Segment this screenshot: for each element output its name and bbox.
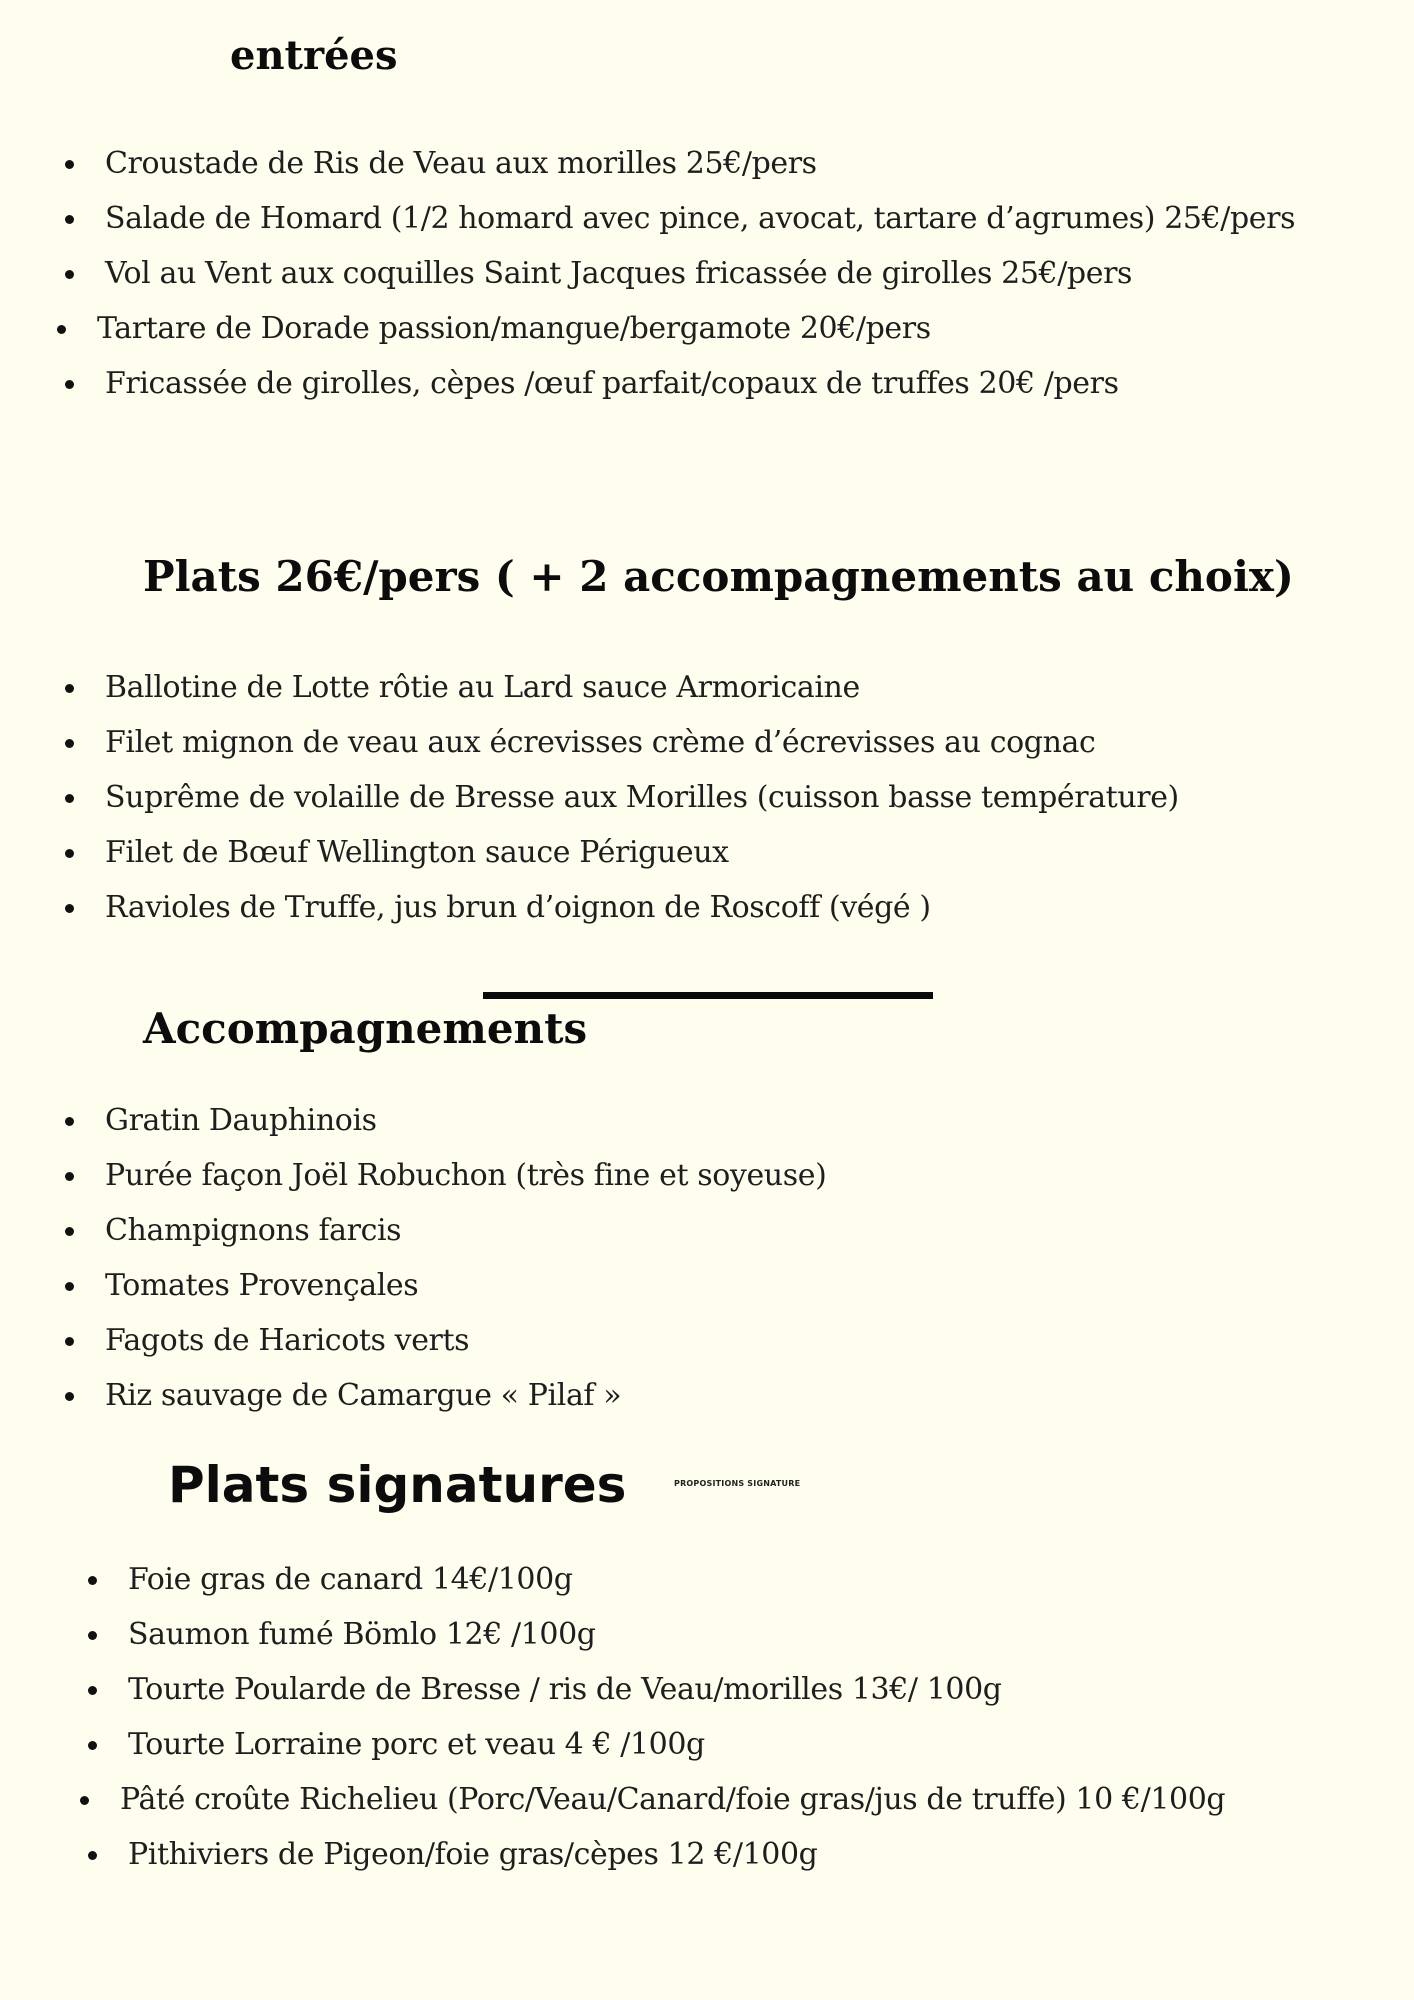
entrees-list [97,136,1296,411]
list-item: Fricassée de girolles, cèpes /œuf parfait/copaux de truffes 20€ /pers [105,356,1295,411]
list-item: Pithiviers de Pigeon/foie gras/cèpes 12 €/100g [128,1827,1225,1882]
list-item: Filet de Bœuf Wellington sauce Périgueux [105,825,1179,880]
entrees-heading: entrées [230,32,398,79]
list-item: Suprême de volaille de Bresse aux Morilles (cuisson basse température) [105,770,1179,825]
list-item: Saumon fumé Bömlo 12€ /100g [128,1607,1225,1662]
list-item: Gratin Dauphinois [105,1093,826,1148]
list-item: Ballotine de Lotte rôtie au Lard sauce Armoricaine [105,660,1179,715]
plats-heading: Plats 26€/pers ( + 2 accompagnements au choix) [143,552,1294,601]
accompagnements-heading: Accompagnements [143,1004,588,1053]
signatures-list [120,1552,1226,1882]
list-item: Salade de Homard (1/2 homard avec pince, avocat, tartare d’agrumes) 25€/pers [105,191,1295,246]
list-item: Ravioles de Truffe, jus brun d’oignon de Roscoff (végé ) [105,880,1179,935]
list-item: Tourte Poularde de Bresse / ris de Veau/morilles 13€/ 100g [128,1662,1225,1717]
list-item: Champignons farcis [105,1203,826,1258]
plats-list [105,660,1179,935]
list-item: Tourte Lorraine porc et veau 4 € /100g [128,1717,1225,1772]
accompagnements-list [105,1093,826,1423]
list-item: Tomates Provençales [105,1258,826,1313]
list-item: Foie gras de canard 14€/100g [128,1552,1225,1607]
list-item: Fagots de Haricots verts [105,1313,826,1368]
signatures-note: PROPOSITIONS SIGNATURE [674,1479,801,1488]
signatures-heading: Plats signatures [168,1456,627,1514]
list-item: Pâté croûte Richelieu (Porc/Veau/Canard/foie gras/jus de truffe) 10 €/100g [120,1772,1225,1827]
list-item: Tartare de Dorade passion/mangue/bergamote 20€/pers [97,301,1295,356]
list-item: Purée façon Joël Robuchon (très fine et soyeuse) [105,1148,826,1203]
list-item: Croustade de Ris de Veau aux morilles 25€/pers [105,136,1295,191]
list-item: Vol au Vent aux coquilles Saint Jacques fricassée de girolles 25€/pers [105,246,1295,301]
list-item: Filet mignon de veau aux écrevisses crème d’écrevisses au cognac [105,715,1179,770]
divider-line [483,992,933,999]
list-item: Riz sauvage de Camargue « Pilaf » [105,1368,826,1423]
